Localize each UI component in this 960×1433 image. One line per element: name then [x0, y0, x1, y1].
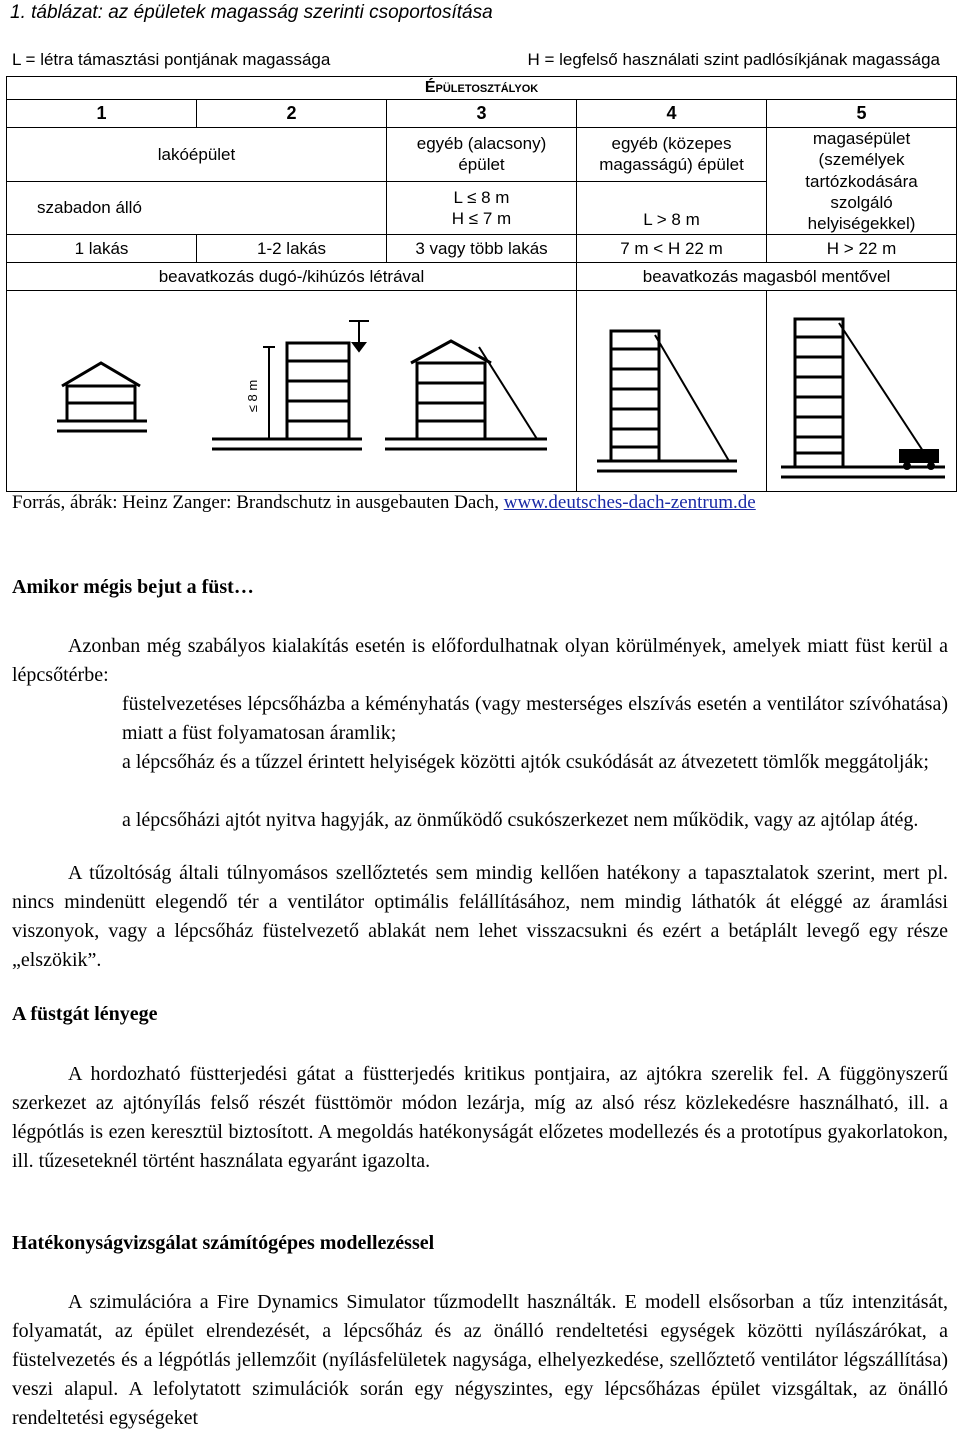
source-line	[12, 492, 756, 514]
class-number-1: 1	[7, 100, 197, 128]
count-1-2-lakas: 1-2 lakás	[197, 235, 387, 263]
list-item-1: füstelvezetéses lépcsőházba a kéményhatás (vagy mesterséges elszívás esetén a ventilátor szívóhatása) miatt a füst folyamatosan áramlik;	[122, 693, 948, 744]
condition-l-le-8: L ≤ 8 m	[453, 187, 510, 207]
legend-h-definition: H = legfelső használati szint padlósíkjának magassága	[527, 50, 940, 69]
condition-szabadon-allo	[7, 181, 387, 235]
building-classes-table	[6, 76, 957, 492]
ladder-height-label: ≤ 8 m	[245, 380, 260, 413]
paragraph-1: Azonban még szabályos kialakítás esetén is előfordulhatnak olyan körülmények, amelyek miatt füst kerül a lépcsőtérbe:	[12, 635, 948, 686]
low-buildings-figure	[7, 291, 575, 491]
count-1-lakas: 1 lakás	[7, 235, 197, 263]
type-magasepulet-text: magasépület (személyek tartózkodására szolgáló helyiségekkel)	[805, 129, 918, 233]
condition-alacsony-limits	[387, 181, 577, 235]
type-egyeb-kozepes-text: egyéb (közepes magasságú) épület	[599, 134, 744, 175]
count-kozepes-height: 7 m < H 22 m	[577, 235, 767, 263]
figure-medium-building	[577, 291, 767, 492]
heading-fustgat: A füstgát lényege	[12, 1003, 158, 1025]
paragraph-2: A tűzoltóság általi túlnyomásos szellőztetés sem mindig kellően hatékony a tapasztalatok szerint, mert pl. nincs mindenütt elegendő tér a ventilátor optimális felállításához, nem mindig láthatók át eléggé az áramlási viszonyok, vagy a lépcsőház füstelvezető ablakát nem lehet visszacsukni és ezért a betáplált levegő egy része „elszökik”.	[12, 862, 948, 971]
source-link[interactable]: www.deutsches-dach-zentrum.de	[503, 492, 756, 513]
type-egyeb-kozepes	[577, 128, 767, 182]
figure-low-buildings	[7, 291, 577, 492]
table-caption: 1. táblázat: az épületek magasság szerinti csoportosítása	[10, 2, 493, 23]
high-building-figure	[767, 291, 955, 491]
condition-h-le-7: H ≤ 7 m	[451, 208, 512, 228]
type-magasepulet	[767, 128, 957, 235]
legend-l-definition: L = létra támasztási pontjának magassága	[12, 50, 331, 69]
condition-l-gt-8	[577, 181, 767, 235]
building-icon-3	[385, 341, 547, 449]
list-item-2: a lépcsőház és a tűzzel érintett helyiségek közötti ajtók csukódását az átvezetett tömlők meggátolják;	[122, 751, 929, 773]
list-item-3: a lépcsőházi ajtót nyitva hagyják, az önműködő csukószerkezet nem működik, vagy az ajtólap átég.	[122, 809, 919, 831]
condition-l-gt-8-text: L > 8 m	[643, 210, 700, 229]
class-number-3: 3	[387, 100, 577, 128]
heading-hatekonysag: Hatékonyságvizsgálat számítógépes modellezéssel	[12, 1232, 435, 1254]
building-icon-2	[212, 343, 362, 449]
intervention-ladder: beavatkozás dugó-/kihúzós létrával	[7, 263, 577, 291]
arrow-icon-2	[349, 321, 369, 351]
building-icon-4	[597, 331, 737, 471]
count-3-vagy-tobb: 3 vagy több lakás	[387, 235, 577, 263]
type-lakoepulet: lakóépület	[7, 128, 387, 182]
class-number-5: 5	[767, 100, 957, 128]
paragraph-4: A szimulációra a Fire Dynamics Simulator tűzmodellt használták. E modell elsősorban a tűz intenzitását, folyamatát, az épület elrendezését, a lépcsőház és az önálló rendeltetési egységek közötti nyílászárókat, a füstelvezetés és a légpótlás jellemzőit (nyílásfelületek nagysága, elhelyezkedése, szellőztető ventilátor légszállítása) veszi alapul. A lefolytatott szimulációk során egy négyszintes, egy lépcsőházas épület vizsgáltak, az önálló rendeltetési egységeket	[12, 1291, 948, 1429]
paragraph-3: A hordozható füstterjedési gátat a füstterjedés kritikus pontjaira, az ajtókra szerelik fel. A függönyszerű szerkezet az ajtónyílás felső részét füsttömör módon lezárja, míg az alsó rész közlekedésre használható, ill. a légpótlás is ezen keresztül biztosított. A megoldás hatékonyságát előzetes modellezés és a prototípus gyakorlatokon, ill. tűzeseteknél történt használata egyaránt igazolta.	[12, 1063, 948, 1172]
table-header: Épületosztályok	[7, 77, 957, 100]
condition-szabadon-allo-text: szabadon álló	[37, 198, 142, 218]
type-egyeb-alacsony	[387, 128, 577, 182]
type-egyeb-alacsony-text: egyéb (alacsony) épület	[416, 134, 547, 175]
heading-amikor-megis: Amikor mégis bejut a füst…	[12, 576, 254, 598]
source-text: Forrás, ábrák: Heinz Zanger: Brandschutz in ausgebauten Dach,	[12, 492, 504, 513]
class-number-2: 2	[197, 100, 387, 128]
count-h-gt-22: H > 22 m	[767, 235, 957, 263]
class-number-4: 4	[577, 100, 767, 128]
medium-building-figure	[577, 291, 765, 491]
intervention-rescue: beavatkozás magasból mentővel	[577, 263, 957, 291]
house-icon-1	[57, 363, 147, 431]
figure-high-building	[767, 291, 957, 492]
